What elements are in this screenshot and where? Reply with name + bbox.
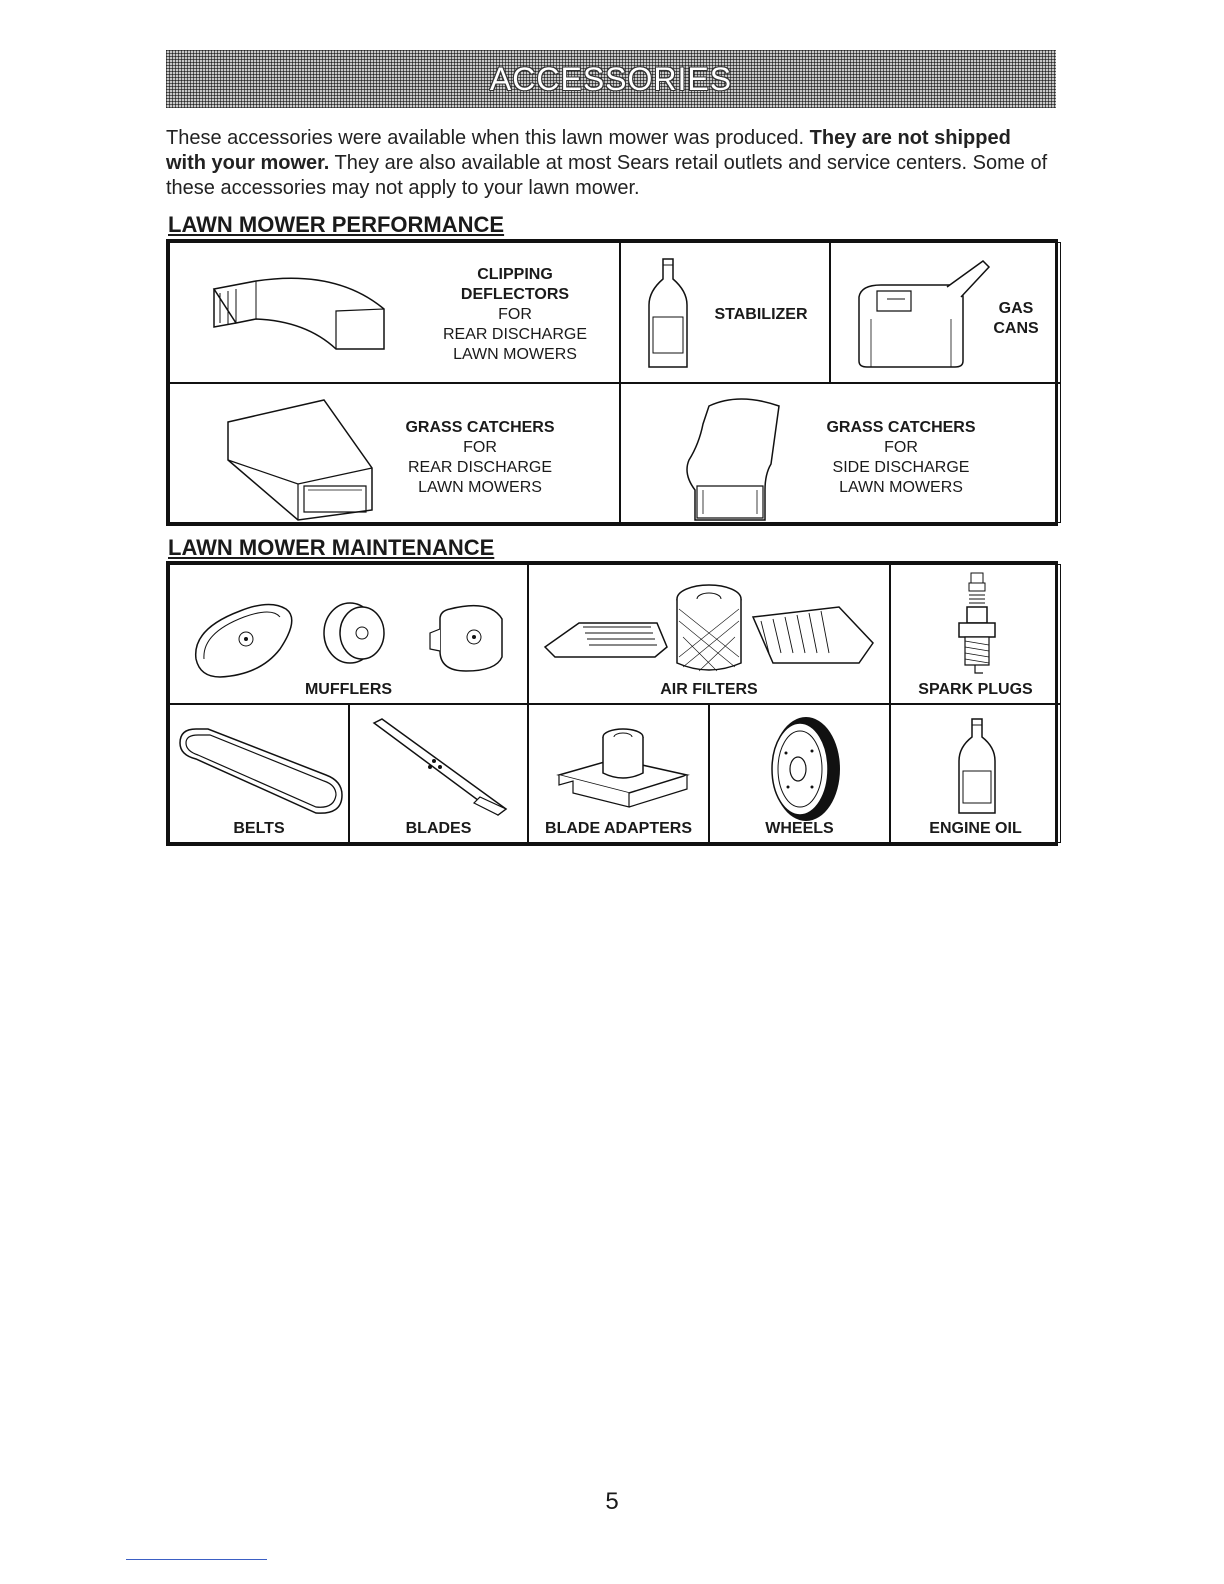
gas-can-icon [851, 257, 991, 372]
side-grass-catcher-cell [620, 383, 1061, 523]
blade-adapters-cell [528, 704, 709, 843]
stabilizer-bottle-icon [645, 257, 691, 372]
blade-adapters-label: BLADE ADAPTERS [545, 820, 692, 837]
page-number: 5 [605, 1488, 619, 1515]
mufflers-label: MUFFLERS [304, 681, 393, 698]
stabilizer-label: STABILIZER [714, 306, 808, 323]
spark-plug-icon [955, 571, 999, 677]
clipping-deflector-icon [206, 271, 391, 356]
blade-icon [370, 717, 510, 817]
clipping-deflector-cell [169, 242, 620, 383]
maintenance-grid [166, 561, 1058, 846]
gas-can-cell [830, 242, 1061, 383]
engine-oil-label: ENGINE OIL [929, 820, 1022, 837]
rear-grass-catcher-label: GRASS CATCHERS FOR REAR DISCHARGE LAWN MOWERS [405, 419, 555, 496]
engine-oil-bottle-icon [955, 717, 999, 817]
page-title: ACCESSORIES [489, 60, 733, 97]
performance-grid [166, 239, 1058, 526]
muffler-icon [190, 589, 520, 679]
intro-text-2: They are also available at most Sears retail outlets and service centers. Some of these accessories may not apply to your lawn mower. [166, 152, 1048, 199]
intro-paragraph [166, 126, 1056, 201]
air-filters-cell [528, 564, 890, 704]
intro-bold-text: They are not shipped with your mower. [166, 127, 1011, 174]
air-filter-icon [539, 577, 879, 677]
side-grass-catcher-icon [679, 394, 787, 522]
header-banner [166, 50, 1056, 108]
stabilizer-cell [620, 242, 830, 383]
intro-text-1: These accessories were available when this lawn mower was produced. [166, 127, 810, 149]
blades-label: BLADES [405, 820, 472, 837]
blade-adapter-icon [553, 719, 693, 809]
footnote-rule [126, 1559, 267, 1560]
engine-oil-cell [890, 704, 1061, 843]
mufflers-cell [169, 564, 528, 704]
spark-plugs-cell [890, 564, 1061, 704]
belts-cell [169, 704, 349, 843]
belt-icon [176, 719, 346, 815]
maintenance-heading: LAWN MOWER MAINTENANCE [168, 535, 495, 560]
side-grass-catcher-label: GRASS CATCHERS FOR SIDE DISCHARGE LAWN MOWERS [826, 419, 976, 496]
wheels-label: WHEELS [765, 820, 834, 837]
belts-label: BELTS [233, 820, 285, 837]
spark-plugs-label: SPARK PLUGS [918, 681, 1033, 698]
wheels-cell [709, 704, 890, 843]
clipping-deflector-label: CLIPPING DEFLECTORS FOR REAR DISCHARGE LAWN MOWERS [442, 266, 588, 363]
air-filters-label: AIR FILTERS [660, 681, 758, 698]
blades-cell [349, 704, 528, 843]
rear-grass-catcher-icon [224, 398, 374, 522]
wheel-icon [762, 715, 842, 823]
rear-grass-catcher-cell [169, 383, 620, 523]
performance-heading: LAWN MOWER PERFORMANCE [168, 212, 505, 237]
gas-can-label: GAS CANS [993, 300, 1039, 337]
